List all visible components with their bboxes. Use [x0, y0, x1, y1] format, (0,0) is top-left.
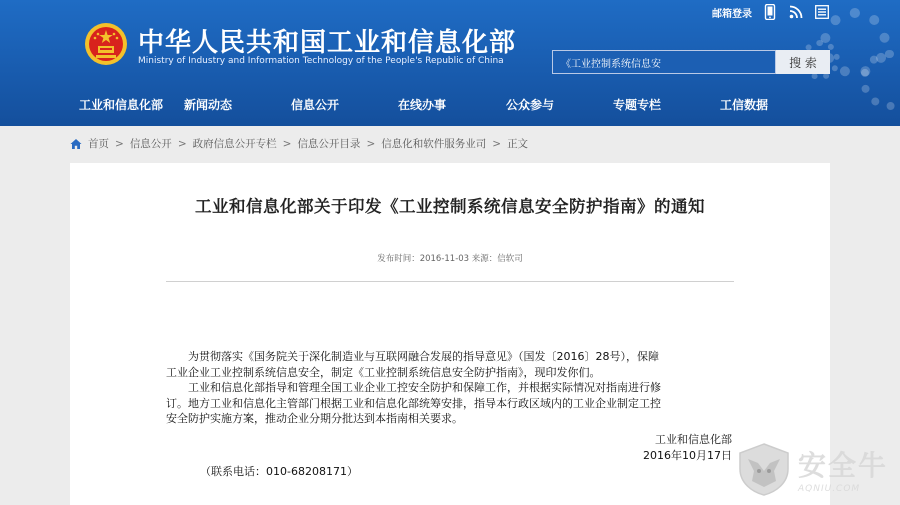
- home-icon[interactable]: [70, 138, 82, 150]
- body-paragraph-line: 工业企业工业控制系统信息安全，制定《工业控制系统信息安全防护指南》，现印发你们。: [166, 365, 601, 379]
- list-icon[interactable]: [814, 4, 830, 20]
- body-paragraph-line: 订。地方工业和信息化主管部门根据工业和信息化部统筹安排，指导本行政区域内的工业企业制定工控: [166, 396, 661, 410]
- main-nav: [60, 96, 860, 122]
- site-title-en[interactable]: Ministry of Industry and Information Technology of the People's Republic of China: [138, 56, 504, 66]
- article-card: [70, 163, 830, 505]
- site-header: [0, 0, 900, 126]
- mail-login-link[interactable]: 邮箱登录: [712, 8, 752, 20]
- rss-icon[interactable]: [788, 4, 804, 20]
- breadcrumb-separator: >: [282, 137, 292, 150]
- breadcrumb-separator: >: [492, 137, 502, 150]
- contact-phone: （联系电话：010-68208171）: [200, 465, 358, 478]
- national-emblem-icon[interactable]: [84, 22, 128, 66]
- signature-date: 2016年10月17日: [643, 449, 732, 462]
- watermark-cn: 安全牛: [797, 449, 888, 482]
- breadcrumb-separator: >: [115, 137, 124, 150]
- body-paragraph-line: 为贯彻落实《国务院关于深化制造业与互联网融合发展的指导意见》（国发〔2016〕28号），保障: [188, 350, 659, 363]
- breadcrumb-gov-info-column[interactable]: 政府信息公开专栏: [192, 138, 277, 150]
- nav-item-public-participation[interactable]: 公众参与: [506, 98, 555, 112]
- article-title: 工业和信息化部关于印发《工业控制系统信息安全防护指南》的通知: [195, 197, 705, 216]
- mobile-icon[interactable]: [762, 4, 778, 20]
- body-paragraph-line: 工业和信息化部指导和管理全国工业企业工控安全防护和保障工作，并根据实际情况对指南进行修: [188, 381, 661, 394]
- nav-item-data[interactable]: 工信数据: [720, 98, 769, 112]
- breadcrumb-software-dept[interactable]: 信息化和软件服务业司: [381, 138, 487, 150]
- breadcrumb-current: 正文: [507, 138, 529, 150]
- watermark-text: [798, 444, 888, 494]
- nav-item-online-service[interactable]: 在线办事: [398, 98, 447, 112]
- search-bar: [552, 50, 830, 74]
- breadcrumb-home[interactable]: 首页: [88, 138, 109, 150]
- breadcrumb-separator: >: [366, 137, 376, 150]
- breadcrumb-info-catalog[interactable]: 信息公开目录: [297, 138, 361, 150]
- nav-item-miit[interactable]: 工业和信息化部: [79, 98, 164, 112]
- nav-item-info-disclosure[interactable]: 信息公开: [291, 98, 340, 112]
- nav-item-news[interactable]: 新闻动态: [184, 98, 233, 112]
- breadcrumb: [70, 136, 528, 151]
- bull-shield-icon: [736, 441, 792, 497]
- body-paragraph-line: 安全防护实施方案，推动企业分期分批达到本指南相关要求。: [166, 412, 463, 425]
- article-body: [166, 349, 738, 427]
- breadcrumb-info-disclosure[interactable]: 信息公开: [129, 138, 172, 150]
- breadcrumb-separator: >: [177, 137, 187, 150]
- signature-org: 工业和信息化部: [655, 433, 732, 446]
- divider: [166, 281, 734, 282]
- top-links: [712, 4, 830, 20]
- site-title-cn[interactable]: 中华人民共和国工业和信息化部: [138, 28, 517, 58]
- article-meta: 发布时间：2016-11-03 来源：信软司: [377, 254, 523, 264]
- search-button[interactable]: 搜 索: [776, 50, 830, 74]
- watermark-en: AQNIU.COM: [797, 484, 861, 494]
- watermark: [736, 441, 888, 497]
- nav-item-special-topics[interactable]: 专题专栏: [613, 98, 662, 112]
- search-input[interactable]: [552, 50, 776, 74]
